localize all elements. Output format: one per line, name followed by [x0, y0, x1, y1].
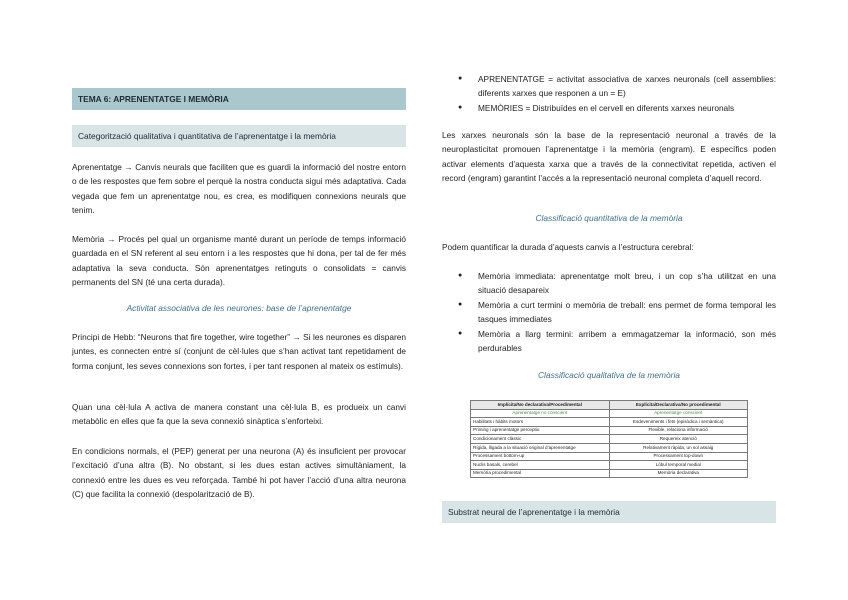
table-cell: Memòria declarativa: [609, 469, 748, 478]
table-row: [471, 469, 748, 478]
paragraph-cellula: Quan una cèl·lula A activa de manera constant una cèl·lula B, es produeix un canvi metabòlic en elles que fa que la seva connexió sinàptica s’enforteixi.: [72, 402, 406, 427]
bullet-immediata: ● Memòria immediata: aprenentatge molt breu, i un cop s’ha utilitzat en una situació desapareix: [456, 269, 776, 298]
bullet-list-quant: [456, 269, 776, 355]
section-title-categoritzacio: Categorització qualitativa i quantitativa de l’aprenentatge i la memòria: [72, 125, 406, 147]
table-row: [471, 426, 748, 435]
paragraph-pep: En condicions normals, el (PEP) generat per una neurona (A) és insuficient per provocar l’excitació d’una altra (B). No obstant, si les dues estan actives simultàniament, la connexió entre les dues es veu reforçada. També hi pot haver l’acció d’una altra neurona (C) que facilita la connexió (despolarització de B).: [72, 446, 406, 500]
table-cell: Relativament ràpida, un sol assaig: [609, 443, 748, 452]
subtitle-quantitativa: Classificació quantitativa de la memòria: [535, 213, 683, 223]
bullet-memories: ● MEMÒRIES = Distribuïdes en el cervell en diferents xarxes neuronals: [456, 101, 776, 115]
table-cell: Condicionament clàssic: [471, 435, 610, 444]
bullet-llarg-termini: ● Memòria a llarg termini: arribem a emmagatzemar la informació, son més perdurables: [456, 327, 776, 356]
bullet-curt-termini: ● Memòria a curt termini o memòria de treball: ens permet de forma temporal les tasques immediates: [456, 298, 776, 327]
table-cell: Requereix atenció: [609, 435, 748, 444]
paragraph-memoria: Memòria → Procés pel qual un organisme manté durant un període de temps informació guardada en el SN referent al seu entorn i a les respostes que hi dona, per tal de fer més adaptativa la seva conducta. Són aprenentatges retinguts o consolidats = canvis permanents del SN (té una certa durada).: [72, 234, 406, 288]
table-cell: Processament bottom-up: [471, 452, 610, 461]
table-cell: Flexible, relaciona informació: [609, 426, 748, 435]
table-header-row: [471, 401, 748, 410]
table-cell: Memòria procedimental: [471, 469, 610, 478]
table-cell: Aprenentatge conscient: [609, 409, 748, 418]
subtitle-hebb: Activitat associativa de les neurones: base de l’aprenentatge: [126, 303, 352, 313]
table-row: [471, 452, 748, 461]
bullet-aprenentatge: ● APRENENTATGE = activitat associativa de xarxes neuronals (cell assemblies: diferents xarxes que responen a un = E): [456, 72, 776, 101]
table-cell: Aprenentatge no conscient: [471, 409, 610, 418]
table-cell: Nuclis basals, cerebel: [471, 461, 610, 470]
table-cell: Lòbul temporal medial: [609, 461, 748, 470]
table-header: Implícita/No declarativa/Procedimental: [471, 401, 610, 410]
table-row: [471, 461, 748, 470]
topic-title: TEMA 6: APRENENTATGE I MEMÒRIA: [72, 88, 406, 110]
subtitle-qualitativa: Classificació qualitativa de la memòria: [538, 370, 680, 380]
table-row: [471, 418, 748, 427]
bullet-list-top: [456, 72, 776, 115]
table-cell: Rígida, lligada a la situació original d’aprenentatge: [471, 443, 610, 452]
table-cell: Esdeveniments i fets (episòdica i semàntica): [609, 418, 748, 427]
section-title-substrat: Substrat neural de l’aprenentatge i la memòria: [442, 501, 776, 523]
table-cell: Processament top-down: [609, 452, 748, 461]
paragraph-xarxes: Les xarxes neuronals són la base de la representació neuronal a través de la neuroplasticitat promouen l’aprenentatge i la memòria (engram). E específics poden activar elements d’aquesta xarxa que a través de la connectivitat repetida, activen el record (engram) garantint l’accés a la representació neuronal completa d’aquell record.: [442, 130, 776, 184]
table-cell: Priming i aprenentatge perceptiu: [471, 426, 610, 435]
paragraph-aprenentatge: Aprenentatge → Canvis neurals que faciliten que es guardi la informació del nostre entorn o de les respostes que fem sobre el perquè la nostra conducta sigui més adaptativa. Cada vegada que fem un aprenentatge nou, es crea, es modifiquen connexions neurals que tenim.: [72, 162, 406, 216]
table-row: [471, 443, 748, 452]
paragraph-hebb: Principi de Hebb: “Neurons that fire together, wire together” → Si les neurones es disparen juntes, es connecten entre sí (conjunt de cèl·lules que s’han activat tant repetidament de forma conjunt, les seves connexions son fortes, i per tant responen al mateix os estímuls).: [72, 332, 406, 371]
table-row: [471, 409, 748, 418]
table-row: [471, 435, 748, 444]
paragraph-quantificar: Podem quantificar la durada d’aquests canvis a l’estructura cerebral:: [442, 242, 694, 252]
table-cell: Habilitats i hàbits motors: [471, 418, 610, 427]
table-header: Explícita/Declarativa/No procedimental: [609, 401, 748, 410]
memory-classification-table: [470, 400, 748, 478]
